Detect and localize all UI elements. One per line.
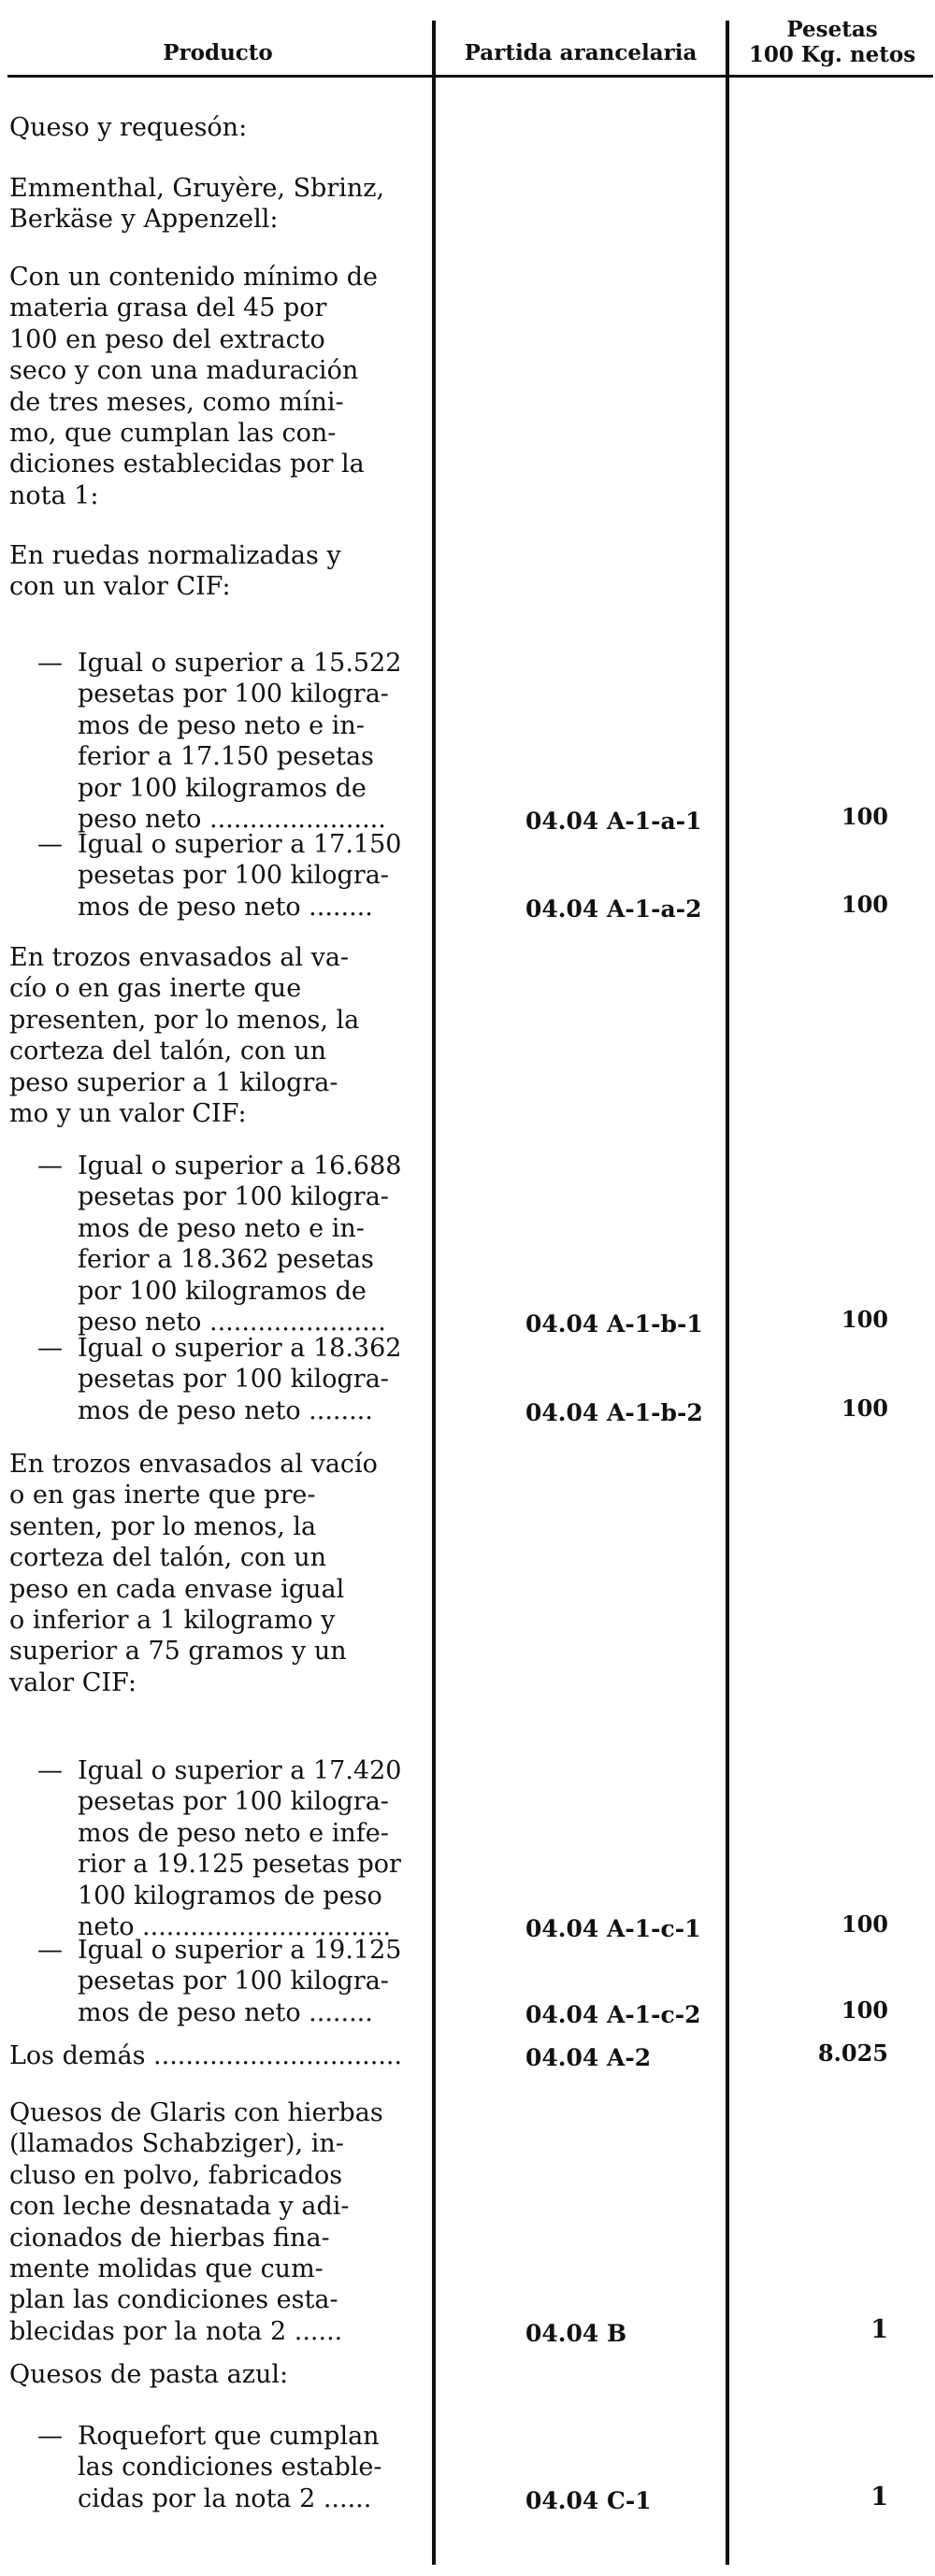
entry-line (9, 2284, 383, 2315)
entry-line (9, 571, 341, 602)
entry-line (9, 418, 378, 449)
tariff-code: 04.04 A-1-a-1 (525, 808, 702, 835)
entry-text: pesetas por 100 kilogra- (78, 1365, 389, 1395)
entry-text: Igual o superior a 17.420 (78, 1756, 402, 1785)
entry-line (9, 1213, 401, 1244)
tariff-code: 04.04 A-1-a-2 (525, 894, 702, 923)
header-pesetas (729, 17, 935, 67)
entry-text: cidas por la nota 2 ...... (78, 2483, 372, 2513)
entry-text: senten, por lo menos, la (9, 1511, 317, 1541)
header-partida-arancelaria: Partida arancelaria (464, 40, 698, 65)
entry-line (9, 480, 378, 511)
entry-line (9, 173, 384, 204)
entry-line (9, 773, 401, 804)
entry-line (9, 1574, 378, 1605)
entry-line (9, 112, 247, 143)
tariff-code: 04.04 C-1 (525, 2486, 652, 2514)
entry-text: pesetas por 100 kilogra- (78, 680, 389, 709)
header-pesetas-line-2: 100 Kg. netos (748, 42, 916, 67)
entry-line (9, 1480, 378, 1510)
tariff-code: 04.04 B (525, 2319, 627, 2347)
dash-item (9, 1755, 401, 1942)
entry-line (9, 973, 359, 1004)
entry-line (9, 1364, 401, 1395)
entry-line (9, 1005, 359, 1036)
entry-line (9, 2040, 402, 2071)
entry-text: presenten, por lo menos, la (9, 1005, 360, 1035)
entry-line (9, 1966, 401, 1996)
entry-text: Igual o superior a 18.362 (78, 1334, 402, 1363)
dash-marker: — (37, 649, 63, 678)
entry-text: materia grasa del 45 por (9, 293, 327, 323)
duty-rate: 100 (841, 1394, 888, 1422)
product-entry (9, 1449, 378, 1698)
entry-line (9, 1605, 378, 1636)
product-entry (9, 173, 384, 236)
dash-item (9, 1935, 401, 2028)
entry-line (9, 355, 378, 386)
entry-text: por 100 kilogramos de (78, 773, 367, 803)
entry-line (9, 1449, 378, 1480)
dash-item (9, 648, 401, 835)
entry-line (9, 2483, 381, 2514)
tariff-code: 04.04 A-1-c-1 (525, 1915, 701, 1942)
entry-text: pesetas por 100 kilogra- (78, 1967, 389, 1996)
entry-line (9, 2421, 381, 2452)
entry-text: mos de peso neto e in- (78, 710, 365, 740)
entry-line (9, 1036, 359, 1066)
entry-text: cío o en gas inerte que (9, 974, 302, 1004)
dash-item (9, 2421, 381, 2514)
entry-line (9, 1935, 401, 1966)
entry-text: Igual o superior a 15.522 (78, 649, 402, 678)
entry-text: nota 1: (9, 480, 99, 510)
entry-text: o en gas inerte que pre- (9, 1481, 316, 1510)
dash-marker: — (37, 1756, 63, 1785)
entry-text: Berkäse y Appenzell: (9, 205, 279, 235)
entry-line (9, 1755, 401, 1786)
header-rule (7, 75, 933, 78)
entry-line (9, 1395, 401, 1426)
entry-text: peso en cada envase igual (9, 1574, 345, 1604)
product-entry (9, 942, 359, 1129)
entry-line (9, 387, 378, 418)
entry-text: Quesos de Glaris con hierbas (9, 2098, 383, 2127)
entry-text: mo, que cumplan las con- (9, 419, 337, 449)
entry-line (9, 648, 401, 679)
entry-line (9, 1276, 401, 1307)
entry-line (9, 942, 359, 973)
header-producto: Producto (163, 40, 273, 65)
entry-line (9, 860, 401, 891)
entry-line (9, 324, 378, 355)
entry-text: cluso en polvo, fabricados (9, 2160, 343, 2190)
entry-line (9, 1997, 401, 2028)
entry-text: mente molidas que cum- (9, 2254, 324, 2284)
entry-text: peso neto ...................... (78, 1308, 386, 1338)
entry-line (9, 293, 378, 323)
product-entry (9, 2359, 288, 2390)
entry-line (9, 2128, 383, 2159)
dash-item (9, 1151, 401, 1338)
duty-rate: 8.025 (817, 2039, 888, 2067)
duty-rate: 100 (841, 1306, 888, 1333)
entry-text: Emmenthal, Gruyère, Sbrinz, (9, 174, 385, 203)
product-entry (9, 112, 247, 143)
duty-rate: 100 (841, 1911, 888, 1938)
product-entry (9, 2097, 383, 2347)
entry-line (9, 1181, 401, 1212)
entry-line (9, 829, 401, 860)
entry-text: de tres meses, como míni- (9, 387, 344, 417)
entry-line (9, 2316, 383, 2347)
entry-line (9, 2160, 383, 2191)
entry-line (9, 1881, 401, 1911)
entry-text: mos de peso neto ........ (78, 1395, 373, 1425)
entry-line (9, 892, 401, 923)
entry-text: Queso y requesón: (9, 113, 248, 142)
tariff-code: 04.04 A-1-c-2 (525, 2000, 701, 2028)
entry-text: mos de peso neto ........ (78, 892, 373, 922)
entry-line (9, 741, 401, 772)
entry-text: Quesos de pasta azul: (9, 2360, 289, 2389)
entry-text: (llamados Schabziger), in- (9, 2129, 344, 2159)
entry-text: peso neto ...................... (78, 805, 386, 835)
entry-line (9, 1542, 378, 1573)
entry-text: con un valor CIF: (9, 572, 231, 602)
entry-text: mos de peso neto e infe- (78, 1818, 389, 1848)
entry-text: blecidas por la nota 2 ...... (9, 2316, 343, 2346)
duty-rate: 100 (841, 1996, 888, 2024)
entry-line (9, 1067, 359, 1098)
column-rule-right (726, 21, 729, 2565)
entry-text: En ruedas normalizadas y (9, 541, 341, 570)
duty-rate: 1 (870, 2314, 888, 2344)
dash-marker: — (37, 1334, 63, 1363)
entry-text: ferior a 18.362 pesetas (78, 1245, 374, 1275)
entry-line (9, 2097, 383, 2128)
entry-text: diciones establecidas por la (9, 450, 365, 479)
entry-line (9, 2359, 288, 2390)
product-entry (9, 540, 341, 603)
dash-marker: — (37, 830, 63, 859)
entry-line (9, 262, 378, 293)
entry-line (9, 1818, 401, 1849)
entry-line (9, 679, 401, 709)
entry-line (9, 1098, 359, 1129)
entry-text: ferior a 17.150 pesetas (78, 742, 374, 772)
entry-text: o inferior a 1 kilogramo y (9, 1606, 336, 1636)
dash-marker: — (37, 1152, 63, 1181)
entry-text: pesetas por 100 kilogra- (78, 1787, 389, 1817)
entry-text: En trozos envasados al vacío (9, 1450, 378, 1479)
entry-text: Con un contenido mínimo de (9, 263, 378, 292)
entry-line (9, 2254, 383, 2284)
entry-text: con leche desnatada y adi- (9, 2192, 350, 2222)
entry-line (9, 449, 378, 479)
entry-line (9, 2452, 381, 2483)
entry-line (9, 1244, 401, 1275)
entry-text: valor CIF: (9, 1667, 137, 1697)
entry-text: plan las condiciones esta- (9, 2285, 338, 2315)
entry-text: Los demás ............................... (9, 2041, 403, 2070)
entry-text: 100 en peso del extracto (9, 324, 325, 354)
entry-text: mos de peso neto ........ (78, 1997, 373, 2027)
entry-text: Igual o superior a 17.150 (78, 830, 402, 859)
entry-text: seco y con una maduración (9, 356, 359, 386)
entry-line (9, 710, 401, 741)
entry-text: Igual o superior a 19.125 (78, 1936, 402, 1965)
entry-text: peso superior a 1 kilogra- (9, 1067, 338, 1097)
tariff-code: 04.04 A-1-b-2 (525, 1398, 703, 1426)
entry-text: pesetas por 100 kilogra- (78, 861, 389, 891)
tariff-code: 04.04 A-1-b-1 (525, 1310, 703, 1338)
entry-text: corteza del talón, con un (9, 1543, 327, 1573)
header-pesetas-line-1: Pesetas (786, 17, 878, 42)
entry-text: Roquefort que cumplan (78, 2422, 380, 2451)
entry-line (9, 1333, 401, 1364)
entry-text: por 100 kilogramos de (78, 1276, 367, 1306)
tariff-code: 04.04 A-2 (525, 2044, 652, 2071)
entry-line (9, 1151, 401, 1181)
entry-text: neto ............................... (78, 1912, 392, 1942)
dash-item (9, 1333, 401, 1426)
entry-text: pesetas por 100 kilogra- (78, 1182, 389, 1212)
entry-text: corteza del talón, con un (9, 1037, 327, 1066)
entry-line (9, 1667, 378, 1698)
entry-text: En trozos envasados al va- (9, 943, 350, 972)
entry-text: 100 kilogramos de peso (78, 1881, 382, 1911)
column-rule-left (432, 21, 436, 2565)
entry-text: Igual o superior a 16.688 (78, 1152, 402, 1181)
entry-text: mos de peso neto e in- (78, 1213, 365, 1243)
entry-text: rior a 19.125 pesetas por (78, 1850, 401, 1880)
entry-text: mo y un valor CIF: (9, 1099, 247, 1129)
entry-line (9, 1849, 401, 1880)
entry-line (9, 1636, 378, 1667)
entry-line (9, 1511, 378, 1542)
product-entry (9, 2040, 402, 2071)
entry-line (9, 2223, 383, 2254)
entry-text: las condiciones estable- (78, 2453, 382, 2483)
duty-rate: 100 (841, 890, 888, 918)
dash-marker: — (37, 2422, 63, 2451)
dash-item (9, 829, 401, 923)
entry-line (9, 204, 384, 235)
entry-line (9, 2191, 383, 2222)
product-entry (9, 262, 378, 511)
duty-rate: 100 (841, 803, 888, 830)
entry-line (9, 1786, 401, 1817)
dash-marker: — (37, 1936, 63, 1965)
entry-text: cionados de hierbas fina- (9, 2223, 330, 2253)
entry-line (9, 540, 341, 571)
duty-rate: 1 (870, 2482, 888, 2512)
entry-text: superior a 75 gramos y un (9, 1637, 347, 1667)
